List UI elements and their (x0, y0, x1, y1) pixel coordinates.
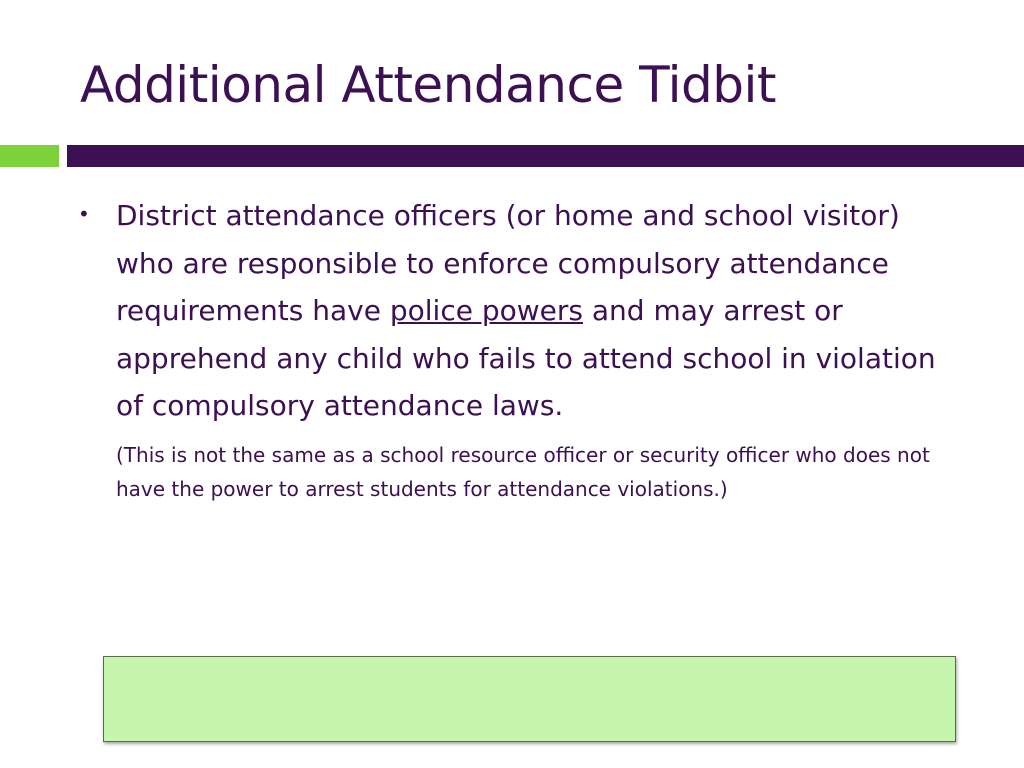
bullet-emphasis: police powers (389, 294, 583, 327)
sub-note: (This is not the same as a school resource officer or security officer who does not have the power to arrest students for attendance violations.) (116, 442, 930, 501)
bullet-paragraph (116, 192, 946, 430)
bullet-list (78, 192, 958, 506)
slide-title: Additional Attendance Tidbit (80, 56, 776, 114)
green-callout-box (103, 656, 956, 742)
accent-bar-purple (67, 145, 1024, 167)
bullet-marker: • (78, 202, 90, 226)
bullet-text-before: District attendance officers (or home and school visitor) who are responsible to enforce compulsory attendance requirements have (116, 199, 900, 327)
accent-bar-green (0, 145, 59, 167)
bullet-text-after: and may arrest or apprehend any child who fails to attend school in violation of compulsory attendance laws. (116, 294, 936, 422)
